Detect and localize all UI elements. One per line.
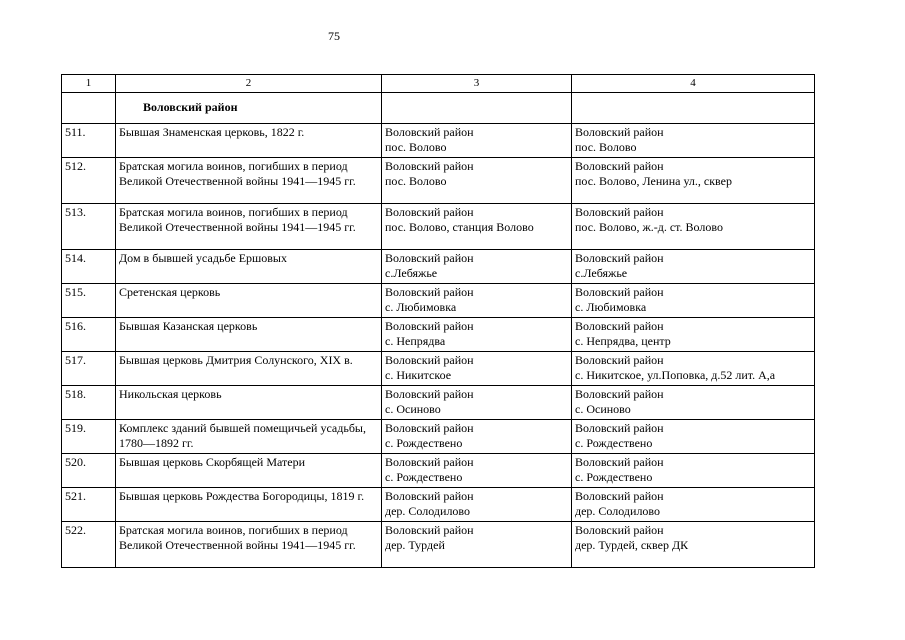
location-cell	[382, 386, 572, 420]
row-number-cell: 520.	[62, 454, 116, 488]
location-cell-place: пос. Волово	[385, 140, 447, 154]
address-cell-place: дер. Турдей, сквер ДК	[575, 538, 689, 552]
row-number-cell: 522.	[62, 522, 116, 568]
column-number-header-row	[62, 75, 815, 93]
table-row	[62, 454, 815, 488]
object-name-cell: Сретенская церковь	[116, 284, 382, 318]
address-cell-place: пос. Волово, Ленина ул., сквер	[575, 174, 732, 188]
address-cell	[572, 488, 815, 522]
address-cell	[572, 158, 815, 204]
address-cell	[572, 250, 815, 284]
row-number-cell: 511.	[62, 124, 116, 158]
location-cell-place: дер. Солодилово	[385, 504, 471, 518]
location-cell-district: Воловский район	[385, 251, 474, 265]
address-cell	[572, 386, 815, 420]
table-row	[62, 284, 815, 318]
address-cell-place: с. Любимовка	[575, 300, 647, 314]
row-number-cell: 512.	[62, 158, 116, 204]
address-cell	[572, 522, 815, 568]
section-title: Воловский район	[143, 100, 238, 114]
address-cell-district: Воловский район	[575, 353, 664, 367]
table-row	[62, 352, 815, 386]
column-header: 2	[116, 75, 382, 93]
section-empty-cell	[572, 93, 815, 124]
row-number-cell: 519.	[62, 420, 116, 454]
location-cell-district: Воловский район	[385, 421, 474, 435]
column-header: 3	[382, 75, 572, 93]
location-cell	[382, 284, 572, 318]
row-number-cell: 516.	[62, 318, 116, 352]
row-number-cell: 515.	[62, 284, 116, 318]
table-row	[62, 124, 815, 158]
section-number-cell	[62, 93, 116, 124]
heritage-registry-table	[61, 74, 815, 568]
location-cell-district: Воловский район	[385, 523, 474, 537]
location-cell	[382, 250, 572, 284]
row-number-cell: 513.	[62, 204, 116, 250]
page-number: 75	[328, 29, 340, 43]
table-row	[62, 318, 815, 352]
section-row	[62, 93, 815, 124]
section-title-cell	[116, 93, 382, 124]
address-cell-district: Воловский район	[575, 421, 664, 435]
location-cell	[382, 124, 572, 158]
location-cell	[382, 318, 572, 352]
address-cell-district: Воловский район	[575, 285, 664, 299]
table-row	[62, 158, 815, 204]
object-name-cell: Бывшая церковь Дмитрия Солунского, XIX в.	[116, 352, 382, 386]
address-cell-place: с. Осиново	[575, 402, 631, 416]
location-cell	[382, 204, 572, 250]
row-number-cell: 514.	[62, 250, 116, 284]
table-row	[62, 204, 815, 250]
object-name-cell: Никольская церковь	[116, 386, 382, 420]
address-cell-district: Воловский район	[575, 387, 664, 401]
row-number-cell: 517.	[62, 352, 116, 386]
address-cell-place: с. Никитское, ул.Поповка, д.52 лит. А,а	[575, 368, 776, 382]
column-header: 1	[62, 75, 116, 93]
table-row	[62, 488, 815, 522]
location-cell-place: с. Никитское	[385, 368, 452, 382]
object-name-cell: Бывшая церковь Скорбящей Матери	[116, 454, 382, 488]
location-cell	[382, 488, 572, 522]
location-cell	[382, 454, 572, 488]
location-cell-place: с. Рождествено	[385, 470, 463, 484]
location-cell-district: Воловский район	[385, 285, 474, 299]
location-cell-district: Воловский район	[385, 205, 474, 219]
address-cell-place: пос. Волово, ж.-д. ст. Волово	[575, 220, 723, 234]
address-cell-district: Воловский район	[575, 125, 664, 139]
location-cell	[382, 158, 572, 204]
location-cell-place: пос. Волово	[385, 174, 447, 188]
location-cell-place: с. Любимовка	[385, 300, 457, 314]
address-cell-place: дер. Солодилово	[575, 504, 661, 518]
object-name-cell: Бывшая Казанская церковь	[116, 318, 382, 352]
location-cell-district: Воловский район	[385, 125, 474, 139]
address-cell	[572, 284, 815, 318]
location-cell	[382, 420, 572, 454]
address-cell-district: Воловский район	[575, 455, 664, 469]
object-name-cell: Братская могила воинов, погибших в период Великой Отечественной войны 1941—1945 гг.	[116, 522, 382, 568]
address-cell-district: Воловский район	[575, 523, 664, 537]
address-cell	[572, 420, 815, 454]
table-row	[62, 522, 815, 568]
location-cell-district: Воловский район	[385, 387, 474, 401]
address-cell	[572, 454, 815, 488]
row-number-cell: 518.	[62, 386, 116, 420]
address-cell	[572, 318, 815, 352]
object-name-cell: Комплекс зданий бывшей помещичьей усадьбы, 1780—1892 гг.	[116, 420, 382, 454]
address-cell-district: Воловский район	[575, 251, 664, 265]
location-cell-district: Воловский район	[385, 319, 474, 333]
location-cell-district: Воловский район	[385, 353, 474, 367]
row-number-cell: 521.	[62, 488, 116, 522]
location-cell	[382, 352, 572, 386]
table-row	[62, 386, 815, 420]
address-cell-place: пос. Волово	[575, 140, 637, 154]
address-cell	[572, 124, 815, 158]
column-header: 4	[572, 75, 815, 93]
location-cell-place: пос. Волово, станция Волово	[385, 220, 534, 234]
table-row	[62, 420, 815, 454]
location-cell-place: с. Непрядва	[385, 334, 446, 348]
address-cell-district: Воловский район	[575, 319, 664, 333]
address-cell	[572, 204, 815, 250]
address-cell-district: Воловский район	[575, 489, 664, 503]
address-cell-place: с. Рождествено	[575, 436, 653, 450]
section-empty-cell	[382, 93, 572, 124]
location-cell-place: дер. Турдей	[385, 538, 445, 552]
object-name-cell: Братская могила воинов, погибших в период Великой Отечественной войны 1941—1945 гг.	[116, 204, 382, 250]
location-cell-place: с. Рождествено	[385, 436, 463, 450]
location-cell-district: Воловский район	[385, 159, 474, 173]
location-cell-district: Воловский район	[385, 489, 474, 503]
address-cell-place: с. Непрядва, центр	[575, 334, 671, 348]
object-name-cell: Бывшая Знаменская церковь, 1822 г.	[116, 124, 382, 158]
location-cell-place: с. Осиново	[385, 402, 441, 416]
table-row	[62, 250, 815, 284]
address-cell-place: с. Рождествено	[575, 470, 653, 484]
object-name-cell: Бывшая церковь Рождества Богородицы, 1819 г.	[116, 488, 382, 522]
object-name-cell: Дом в бывшей усадьбе Ершовых	[116, 250, 382, 284]
location-cell-place: с.Лебяжье	[385, 266, 438, 280]
location-cell-district: Воловский район	[385, 455, 474, 469]
address-cell	[572, 352, 815, 386]
address-cell-place: с.Лебяжье	[575, 266, 628, 280]
address-cell-district: Воловский район	[575, 205, 664, 219]
location-cell	[382, 522, 572, 568]
object-name-cell: Братская могила воинов, погибших в период Великой Отечественной войны 1941—1945 гг.	[116, 158, 382, 204]
address-cell-district: Воловский район	[575, 159, 664, 173]
